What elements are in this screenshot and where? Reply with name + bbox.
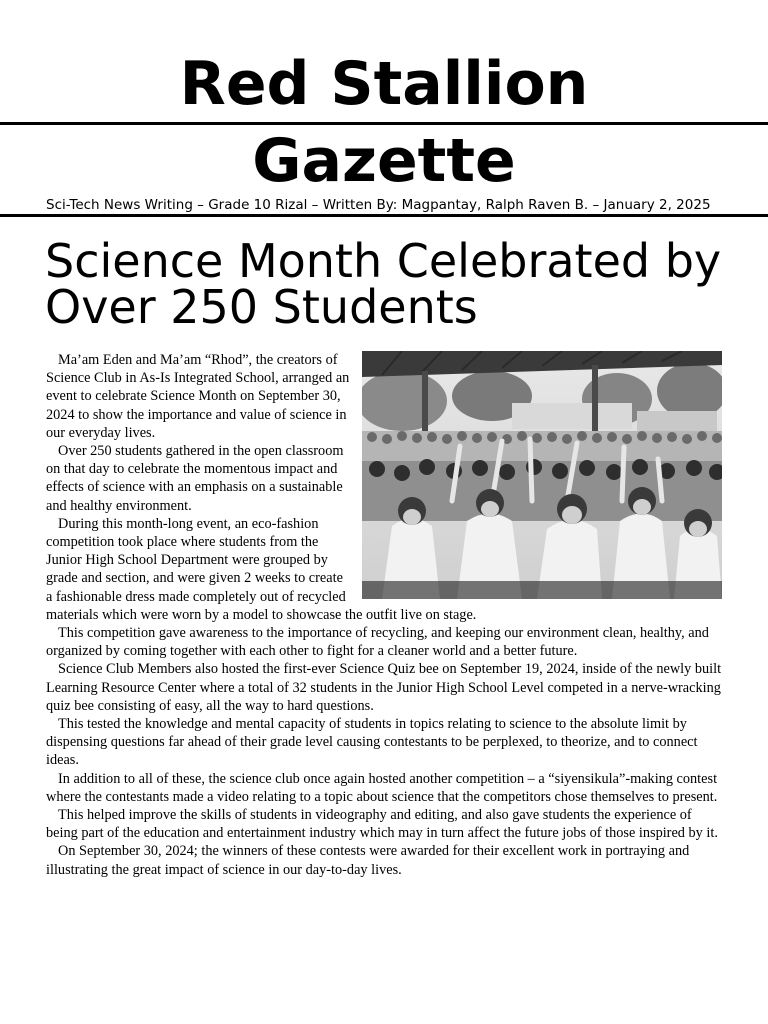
article-photo — [362, 351, 722, 599]
article-paragraph: Science Club Members also hosted the first-ever Science Quiz bee on September 19, 2024, inside of the newly built Learning Resource Center where a total of 32 students in the Junior High School Level competed in a nerve-wracking quiz bee consisting of easy, all the way to hard questions. — [46, 661, 722, 714]
masthead-rule-top — [0, 122, 768, 125]
masthead-title-line2: Gazette — [252, 126, 516, 196]
article-paragraph: Over 250 students gathered in the open classroom on that day to celebrate the momentous impact and effects of science with an emphasis on a sustainable and healthy environment. — [46, 443, 344, 514]
article-paragraph: On September 30, 2024; the winners of these contests were awarded for their excellent work in portraying and illustrating the great impact of science in our day-to-day lives. — [46, 843, 690, 878]
article-paragraph: This helped improve the skills of students in videography and editing, and also gave students the experience of being part of the education and entertainment industry which may in turn affect the future jobs of those inspired by it. — [46, 807, 718, 842]
masthead-title-line1: Red Stallion — [179, 49, 589, 119]
article-paragraph: Ma’am Eden and Ma’am “Rhod”, the creators of Science Club in As-Is Integrated School, arranged an event to celebrate Science Month on September 30, 2024 to show the importance and value of science in our everyday lives. — [46, 352, 350, 441]
article-headline: Science Month Celebrated by Over 250 Students — [45, 234, 722, 334]
byline: Sci-Tech News Writing – Grade 10 Rizal – Written By: Magpantay, Ralph Raven B. – January 2, 2025 — [46, 197, 711, 213]
photo-of-students-cheering-icon — [362, 351, 722, 599]
article-paragraph: This tested the knowledge and mental capacity of students in topics relating to science to the absolute limit by dispensing questions far ahead of their grade level causing contestants to be perplexed, to theorize, and to connect ideas. — [46, 716, 698, 769]
article-paragraph: In addition to all of these, the science club once again hosted another competition – a “siyensikula”-making contest where the contestants made a video relating to a topic about science that the competitors chose themselves to present. — [46, 770, 718, 805]
article-paragraph: This competition gave awareness to the importance of recycling, and keeping our environment clean, healthy, and organized by coming together with each other to fight for a cleaner world and a better future. — [46, 625, 709, 660]
article-body — [46, 351, 722, 879]
masthead-rule-bottom — [0, 214, 768, 217]
article-paragraph: During this month-long event, an eco-fashion competition took place where students from the Junior High School Department were grouped by grade and section, and were given 2 weeks to create a fashionable dress made completely out of recycled materials which were worn by a model to showcase the outfit live on stage. — [46, 515, 477, 623]
